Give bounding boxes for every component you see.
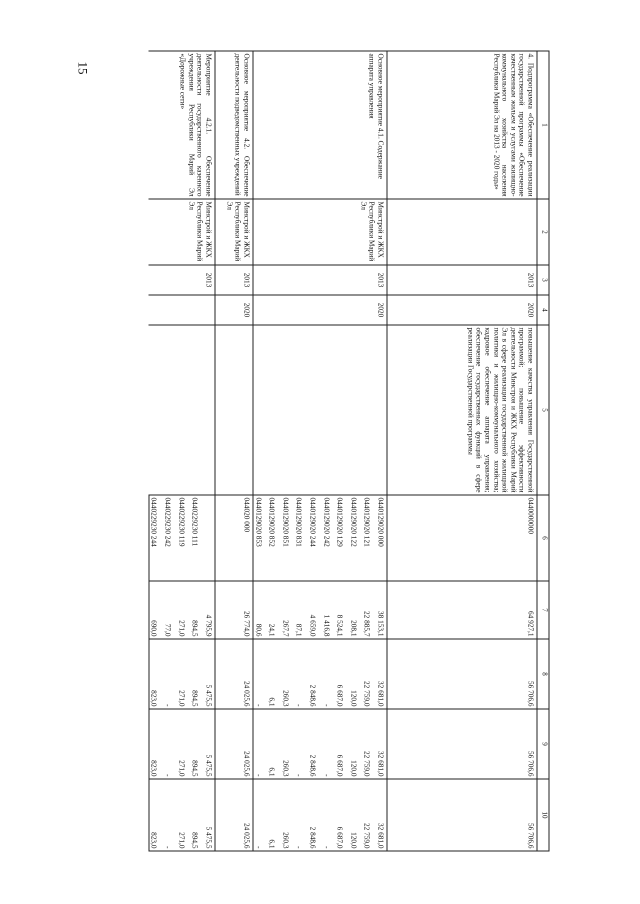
rotated-table-wrapper [95,50,550,850]
row-c7: 8 524,1 [335,581,349,639]
row-c8: - [294,639,308,709]
row-c7: 690,0 [149,581,163,639]
subprogram-result: повышение качества управления Государственной программой; повышение эффективности деятельности Минстроя и ЖКХ Республики Марий Эл в сфере реализации государственной жилищной политики и жилищно-коммунального хозяйства; кадровое обеспечение аппарата управления; обеспечение государственных функций в сфере реализации Государственной программы [387,325,537,495]
row-c10: 6 687,0 [335,779,349,851]
row-c8: 120,0 [349,639,363,709]
row-code: 0440129020 852 [267,495,281,581]
table-row-event-4-2 [215,51,253,851]
subprogram-c7: 64 927,1 [387,581,537,639]
page-number: 15 [75,61,91,75]
event-4-2-c8: 24 025,6 [215,639,253,709]
row-c10: 22 759,0 [362,779,376,851]
event-4-2-1-c9: 5 475,5 [204,709,215,779]
col-header-7: 7 [537,581,549,639]
col-header-3: 3 [537,265,549,295]
row-code: 0440229230 119 [177,495,191,581]
row-c10: 6,1 [267,779,281,851]
row-c9: 6 687,0 [335,709,349,779]
row-c9: 22 759,0 [362,709,376,779]
row-c9: 2 848,6 [308,709,322,779]
row-c9: - [321,709,335,779]
row-c7: 267,7 [281,581,295,639]
row-code: 0440229230 242 [163,495,177,581]
event-4-1-year-start: 2013 [253,265,387,295]
row-c7: 77,0 [163,581,177,639]
table-row-event-4-1 [376,51,387,851]
event-4-2-c10: 24 025,6 [215,779,253,851]
subprogram-code: 0440000000 [387,495,537,581]
event-4-1-c10: 32 681,0 [376,779,387,851]
event-4-2-year-end: 2020 [215,295,253,325]
row-c8: - [253,639,267,709]
event-4-1-responsible: Минстрой и ЖКХ Республики Марий Эл [253,199,387,265]
event-4-2-1-result [149,325,215,495]
row-c7: 894,5 [190,581,204,639]
row-c9: 823,0 [149,709,163,779]
event-4-2-1-c7: 4 795,9 [204,581,215,639]
row-code: 0440129020 831 [294,495,308,581]
row-c8: - [163,639,177,709]
event-4-2-1-c10: 5 475,5 [204,779,215,851]
row-code: 0440129020 121 [362,495,376,581]
row-code: 0440129020 122 [349,495,363,581]
row-code: 0440129020 244 [308,495,322,581]
col-header-9: 9 [537,709,549,779]
row-c7: 4 659,0 [308,581,322,639]
event-4-1-code: 0440129020 000 [376,495,387,581]
col-header-10: 10 [537,779,549,851]
row-c9: 260,3 [281,709,295,779]
row-c8: 2 848,6 [308,639,322,709]
event-4-2-1-responsible: Минстрой и ЖКХ Республики Марий Эл [149,199,215,265]
row-c7: 87,1 [294,581,308,639]
row-c7: 24,1 [267,581,281,639]
event-4-2-1-year-end [149,295,215,325]
row-c10: 823,0 [149,779,163,851]
col-header-6: 6 [537,495,549,581]
row-c8: 6 687,0 [335,639,349,709]
event-4-2-1-title: Мероприятие 4.2.1. Обеспечение деятельности государственного казенного учреждения Республики Марий Эл «Дорожные сети» [149,51,215,199]
col-header-4: 4 [537,295,549,325]
subprogram-year-start: 2013 [387,265,537,295]
row-c10: 271,0 [177,779,191,851]
row-c8: 823,0 [149,639,163,709]
subprogram-c9: 56 706,6 [387,709,537,779]
row-c7: 208,1 [349,581,363,639]
row-c10: - [294,779,308,851]
row-c9: - [294,709,308,779]
row-c10: - [321,779,335,851]
column-number-row [537,51,549,851]
subprogram-title: 4. Подпрограмма «Обеспечение реализации государственной программы «Обеспечение качественным жильем и услугами жилищно-коммунального хозяйства населения Республики Марий Эл на 2013 - 2020 годы» [387,51,537,199]
row-code: 0440129020 129 [335,495,349,581]
event-4-2-1-code [204,495,215,581]
event-4-2-year-start: 2013 [215,265,253,295]
row-c8: 894,5 [190,639,204,709]
subprogram-c10: 56 706,6 [387,779,537,851]
event-4-2-code: 044020 000 [215,495,253,581]
col-header-8: 8 [537,639,549,709]
row-c10: 120,0 [349,779,363,851]
subprogram-year-end: 2020 [387,295,537,325]
event-4-2-responsible: Минстрой и ЖКХ Республики Марий Эл [215,199,253,265]
col-header-1: 1 [537,51,549,199]
subprogram-c8: 56 706,6 [387,639,537,709]
row-code: 0440229230 244 [149,495,163,581]
row-code: 0440129020 242 [321,495,335,581]
col-header-5: 5 [537,325,549,495]
event-4-2-c7: 26 774,0 [215,581,253,639]
row-c9: 120,0 [349,709,363,779]
row-c8: 260,3 [281,639,295,709]
row-c7: 271,0 [177,581,191,639]
row-c8: 6,1 [267,639,281,709]
budget-table [148,50,549,851]
event-4-2-1-c8: 5 475,5 [204,639,215,709]
subprogram-responsible [387,199,537,265]
row-c7: 1 416,8 [321,581,335,639]
event-4-1-title: Основное мероприятие 4.1. Содержание аппарата управления [253,51,387,199]
row-c7: 22 885,7 [362,581,376,639]
row-c10: - [253,779,267,851]
row-c10: 2 848,6 [308,779,322,851]
row-code: 0440129020 853 [253,495,267,581]
row-c7: 80,6 [253,581,267,639]
row-code: 0440229230 111 [190,495,204,581]
event-4-2-result [215,325,253,495]
row-c9: 894,5 [190,709,204,779]
row-c8: - [321,639,335,709]
event-4-1-c9: 32 681,0 [376,709,387,779]
event-4-1-c8: 32 681,0 [376,639,387,709]
row-c10: 260,3 [281,779,295,851]
row-c9: - [163,709,177,779]
col-header-2: 2 [537,199,549,265]
event-4-1-year-end: 2020 [253,295,387,325]
event-4-1-result [253,325,387,495]
row-code: 0440129020 851 [281,495,295,581]
table-row-subprogram [387,51,537,851]
event-4-2-title: Основное мероприятие 4.2. Обеспечение деятельности подведомственных учреждений [215,51,253,199]
row-c9: 271,0 [177,709,191,779]
event-4-1-c7: 38 153,1 [376,581,387,639]
row-c10: - [163,779,177,851]
event-4-2-c9: 24 025,6 [215,709,253,779]
table-row-event-4-2-1 [204,51,215,851]
row-c8: 22 759,0 [362,639,376,709]
row-c9: - [253,709,267,779]
row-c8: 271,0 [177,639,191,709]
row-c9: 6,1 [267,709,281,779]
row-c10: 894,5 [190,779,204,851]
event-4-2-1-year-start: 2013 [149,265,215,295]
